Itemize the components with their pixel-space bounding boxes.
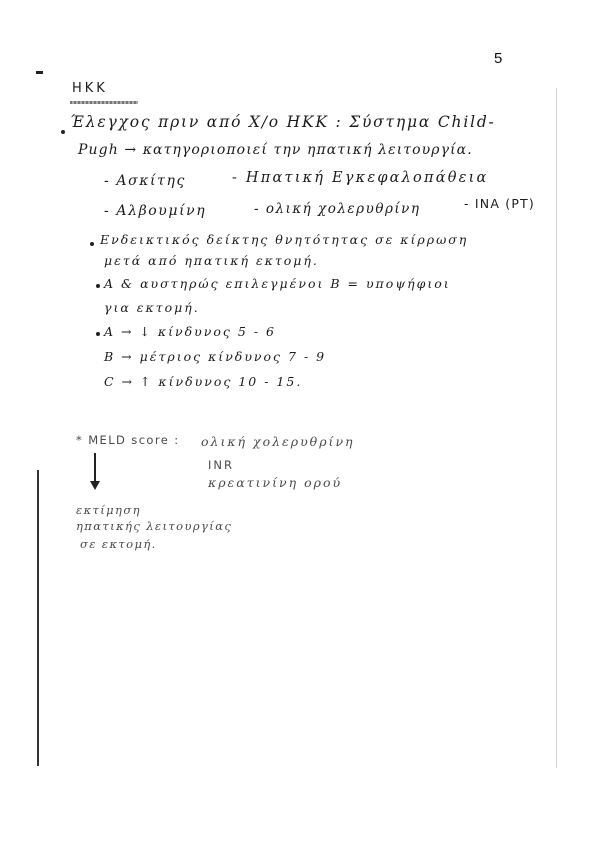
note-line: C → ↑ κίνδυνος 10 - 15.: [104, 374, 303, 389]
note-line: Β → μέτριος κίνδυνος 7 - 9: [104, 349, 327, 364]
note-line: Pugh → κατηγοριοποιεί την ηπατική λειτουργία.: [78, 142, 473, 158]
margin-mark: [36, 71, 43, 74]
bullet: [96, 332, 100, 336]
note-line: Α → ↓ κίνδυνος 5 - 6: [104, 324, 276, 339]
meld-item: INR: [208, 458, 234, 472]
note-line: - Ηπατική Εγκεφαλοπάθεια: [232, 170, 489, 186]
bullet: [61, 130, 65, 134]
note-line: - ολική χολερυθρίνη: [254, 201, 421, 217]
bullet: [90, 242, 94, 246]
note-line: για εκτομή.: [104, 300, 200, 315]
page-number: 5: [494, 50, 503, 67]
meld-label: * MELD score :: [76, 433, 180, 447]
page-edge-line: [556, 88, 557, 768]
note-line: μετά από ηπατική εκτομή.: [104, 253, 319, 268]
meld-item: κρεατινίνη ορού: [208, 475, 343, 490]
meld-item: ολική χολερυθρίνη: [201, 434, 355, 449]
bullet: [96, 284, 100, 288]
estimation-line: σε εκτομή.: [80, 537, 157, 551]
note-line: - INA (PT): [464, 196, 535, 211]
note-title: ΗΚΚ: [72, 81, 108, 96]
estimation-line: ηπατικής λειτουργίας: [76, 519, 233, 533]
down-arrow-icon: [90, 481, 100, 490]
note-line: - Αλβουμίνη: [104, 203, 207, 219]
margin-line: [37, 470, 39, 766]
note-line: Ενδεικτικός δείκτης θνητότητας σε κίρρωση: [100, 232, 469, 247]
title-underline: [70, 101, 138, 104]
note-line: Έλεγχος πριν από Χ/ο ΗΚΚ : Σύστημα Child-: [70, 113, 496, 131]
note-line: - Ασκίτης: [104, 173, 186, 189]
down-arrow-icon: [94, 453, 96, 483]
estimation-line: εκτίμηση: [76, 503, 141, 517]
note-line: Α & αυστηρώς επιλεγμένοι Β = υποψήφιοι: [104, 276, 451, 291]
